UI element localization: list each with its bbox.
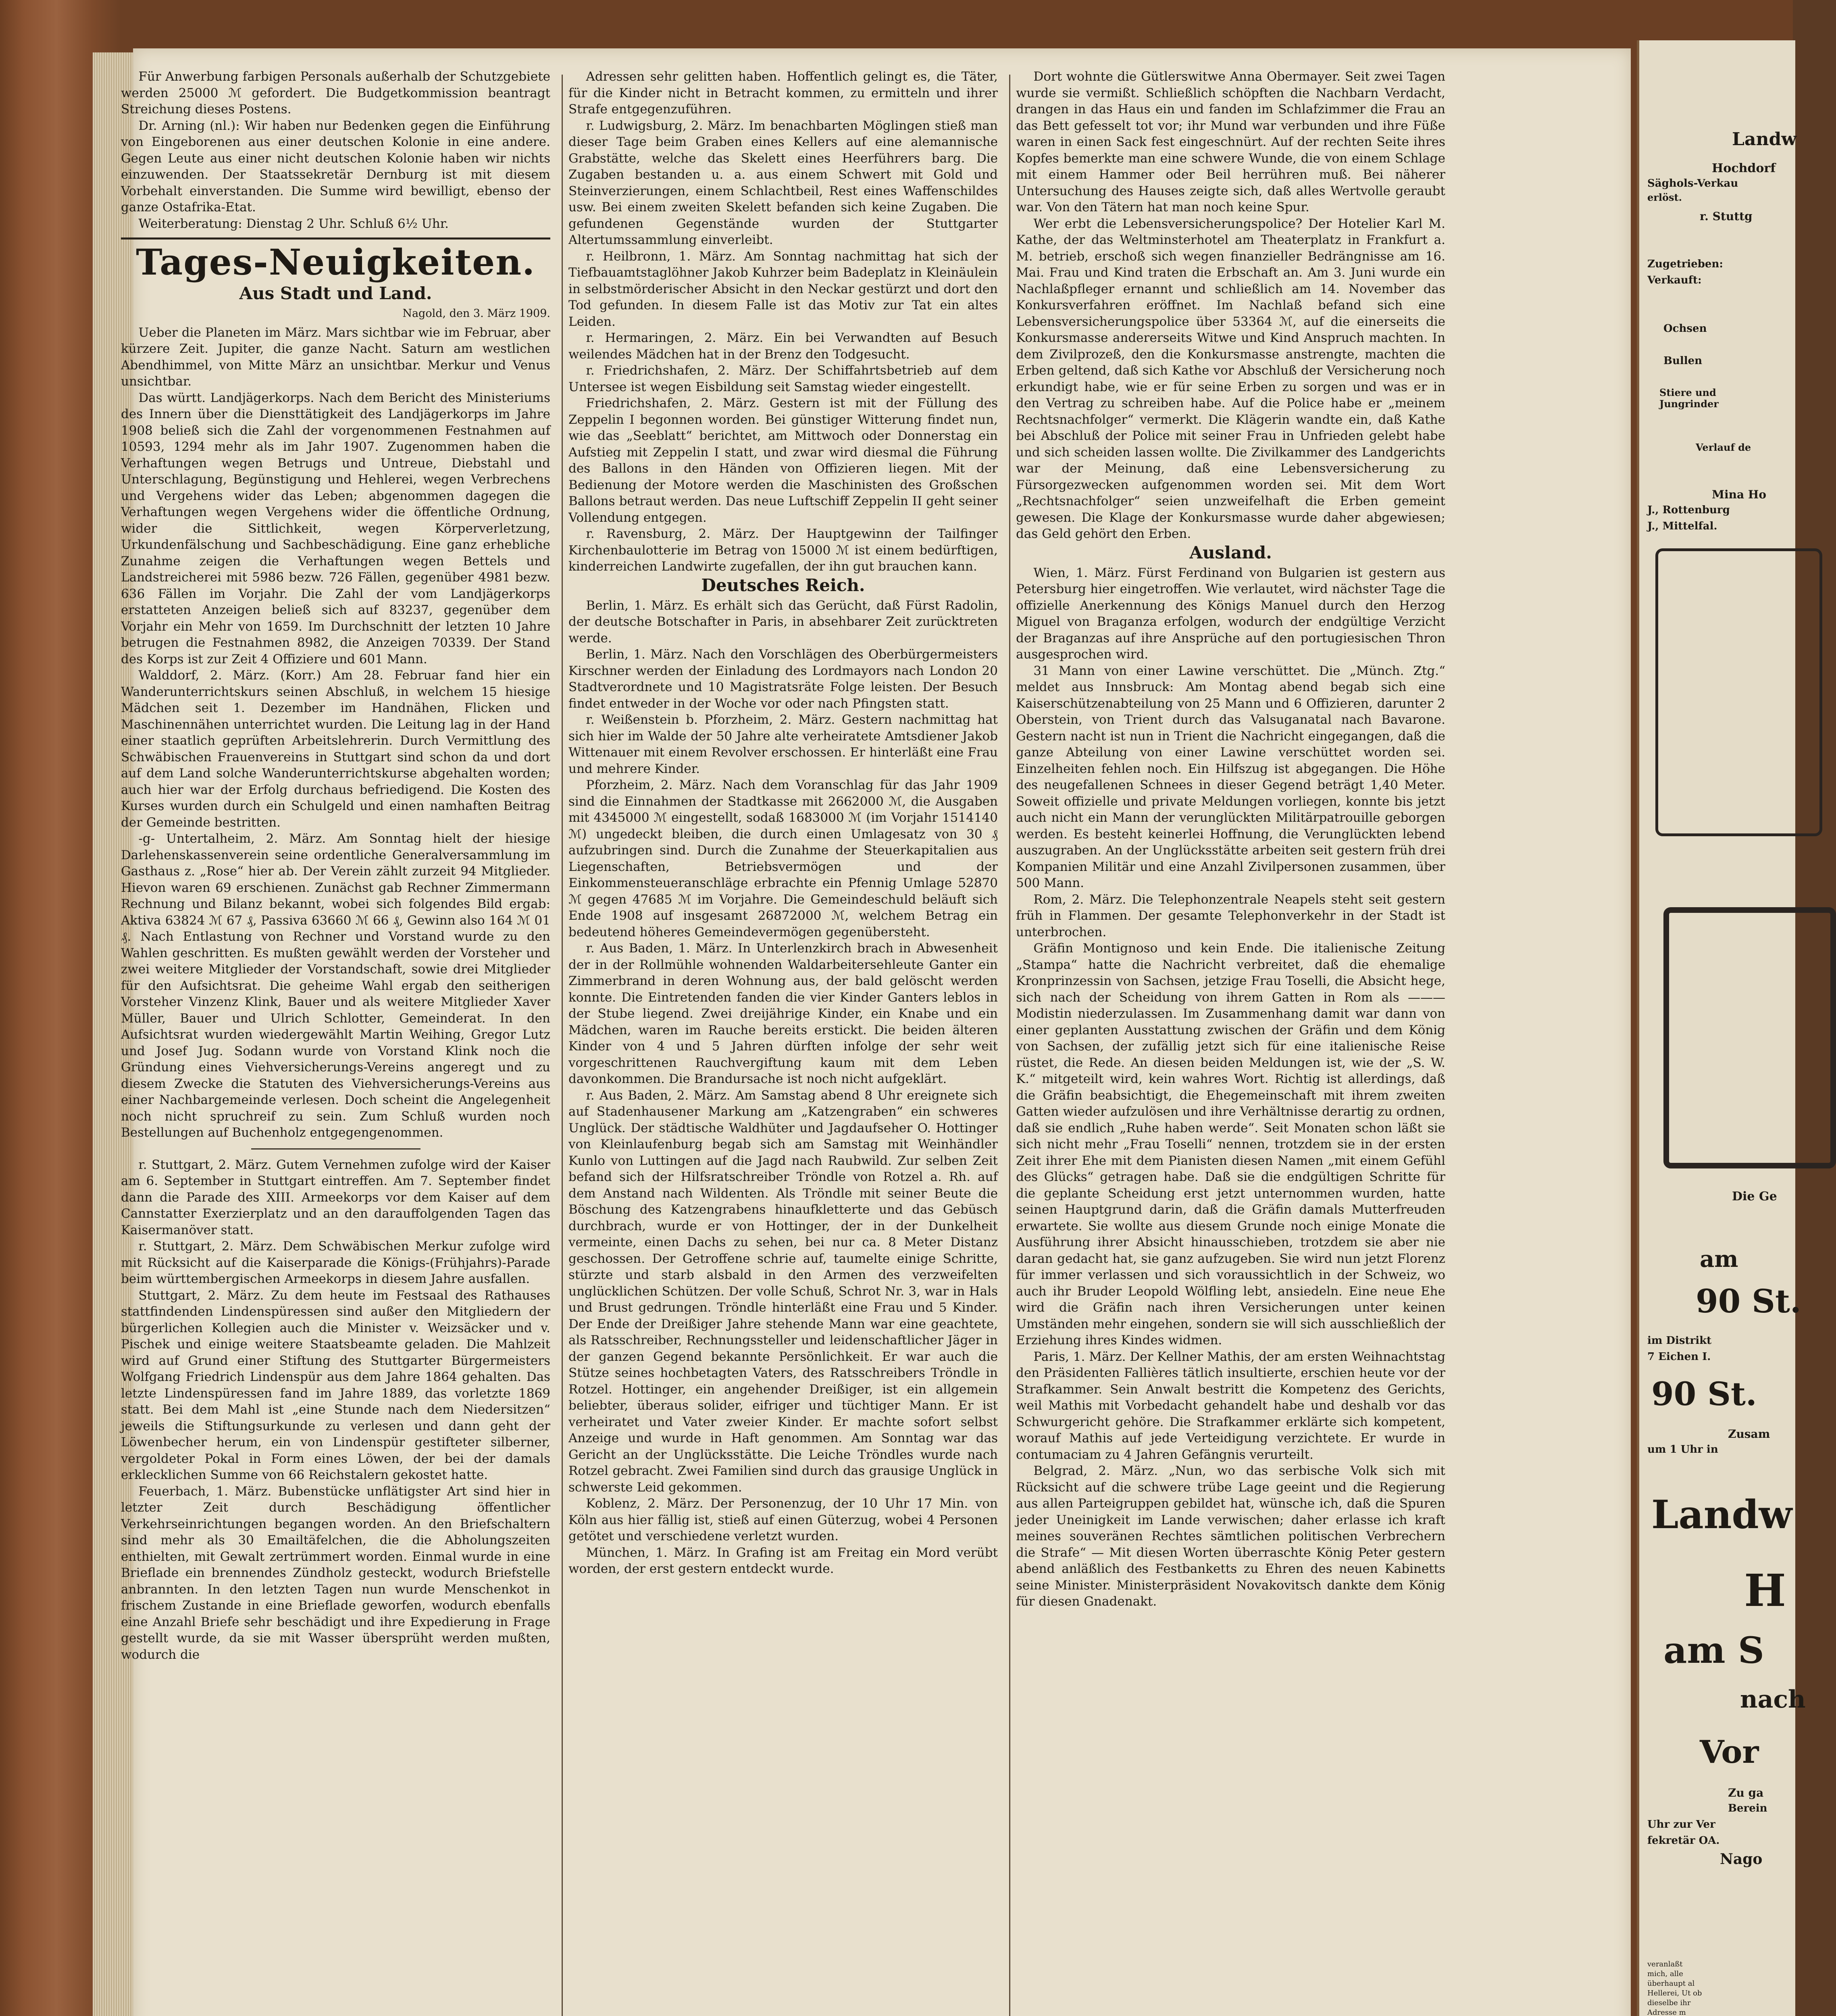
article-text: r. Friedrichshafen, 2. März. Der Schiffahrtsbetrieb auf dem Untersee ist wegen Eisbildung seit Samstag wieder eingestellt. [568, 363, 998, 394]
fragment: J., Mittelfal. [1647, 520, 1717, 532]
article-text: Für Anwerbung farbigen Personals außerhalb der Schutzgebiete werden 25000 ℳ gefordert. Die Budgetkommission beantragt Streichung dieses Postens. [121, 69, 550, 117]
article-text: München, 1. März. In Grafing ist am Freitag ein Mord verübt worden, der erst gestern entdeckt wurde. [568, 1545, 998, 1576]
article-text: r. Ludwigsburg, 2. März. Im benachbarten Möglingen stieß man dieser Tage beim Graben eines Kellers auf eine alemannische Grabstätte, welche das Skelett eines Heerführers barg. Die Zugaben bestanden u. a. aus einem Schwert mit Gold und Steinverzierungen, einem Schlachtbeil, Rest eines Waffenschildes usw. Bei einem zweiten Skelett befanden sich keine Zugaben. Die gefundenen Gegenstände wurden der Stuttgarter Altertumssammlung einverleibt. [568, 118, 998, 247]
section-heading: Deutsches Reich. [701, 575, 865, 595]
fragment: Landw [1651, 1492, 1792, 1537]
article-text: Rom, 2. März. Die Telephonzentrale Neapels steht seit gestern früh in Flammen. Der gesamte Telephonverkehr in der Stadt ist unterbrochen. [1016, 892, 1445, 939]
article-text: Wer erbt die Lebensversicherungspolice? Der Hotelier Karl M. Kathe, der das Weltminsterhotel am Theaterplatz in Frankfurt a. M. betrieb, erschoß sich wegen finanzieller Bedrängnisse am 16. Mai. Frau und Kind traten die Erbschaft an. Am 3. Juni wurde ein Nachlaßpfleger ernannt und schließlich am 14. November das Konkursverfahren eröffnet. Im Nachlaß befand sich eine Lebensversicherungspolice über 53364 ℳ, auf die einerseits die Konkursmasse andererseits Witwe und Kind Anspruch machten. In dem Zivilprozeß, den die Konkursmasse anstrengte, machten die Erben geltend, daß sich Kathe vor Abschluß der Versicherung noch erkundigt habe, wie er für seine Erben zu sorgen und was er in den Vertrag zu schreiben habe. Auf die Police habe er „meinem Rechtsnachfolger“ vermerkt. Die Klägerin wandte ein, daß Kathe bei Abschluß der Police mit seiner Frau in Unfrieden gelebt habe und sich scheiden lassen wollte. Die Zivilkammer des Landgerichts war der Meinung, daß eine Lebensversicherung zu Fürsorgezwecken aufgenommen worden sei. Mit dem Wort „Rechtsnachfolger“ seien unzweifelhaft die Erben gemeint gewesen. Die Klage der Konkursmasse wurde daher abgewiesen; das Geld gehört den Erben. [1016, 216, 1445, 541]
article-text: r. Ravensburg, 2. März. Der Hauptgewinn der Tailfinger Kirchenbaulotterie im Betrag von 15000 ℳ ist einem bedürftigen, kinderreichen Landwirte zugefallen, der ihn gut brauchen kann. [568, 527, 998, 574]
fragment: Verkauft: [1647, 274, 1702, 286]
fragment: Ochsen [1663, 323, 1707, 335]
article-text: Koblenz, 2. März. Der Personenzug, der 10 Uhr 17 Min. von Köln aus hier fällig ist, stieß auf einen Güterzug, wobei 4 Personen getötet und verschiedene verletzt wurden. [568, 1496, 998, 1543]
article-text: Berlin, 1. März. Nach den Vorschlägen des Oberbürgermeisters Kirschner werden der Einladung des Lordmayors nach London 20 Stadtverordnete und 10 Magistratsräte Folge leisten. Der Besuch findet entweder in der Woche vor oder nach Pfingsten statt. [568, 647, 998, 711]
fragment: nach [1740, 1685, 1806, 1714]
article-text: Paris, 1. März. Der Kellner Mathis, der am ersten Weihnachtstag den Präsidenten Fallières tätlich insultierte, erschien heute vor der Strafkammer. Sein Anwalt bestritt die Kompetenz des Gerichts, weil Mathis mit Vorbedacht gehandelt habe und deshalb vor das Schwurgericht gehöre. Die Strafkammer erklärte sich kompetent, worauf Mathis auf jede Verteidigung verzichtete. Er wurde in contumaciam zu 4 Jahren Gefängnis verurteilt. [1016, 1349, 1445, 1462]
adjacent-page [1637, 40, 1806, 2016]
fragment: Mina Ho [1712, 488, 1767, 501]
fragment: 90 St. [1696, 1282, 1801, 1320]
column-3 [1016, 69, 1445, 2016]
fragment: Hochdorf [1712, 161, 1776, 175]
section-heading: Ausland. [1189, 542, 1272, 562]
fragment: 7 Eichen I. [1647, 1351, 1711, 1363]
article-text: -g- Untertalheim, 2. März. Am Sonntag hielt der hiesige Darlehenskassenverein seine ordentliche Generalversammlung im Gasthaus z. „Rose“ hier ab. Der Verein zählt zurzeit 94 Mitglieder. Hievon waren 69 erschienen. Zunächst gab Rechner Zimmermann Rechnung und Bilanz bekannt, wobei sich folgendes Bild ergab: Aktiva 63824 ℳ 67 ₰, Passiva 63660 ℳ 66 ₰, Gewinn also 164 ℳ 01 ₰. Nach Entlastung von Rechner und Vorstand wurde zu den Wahlen geschritten. Es mußten gewählt werden der Vorsteher und zwei weitere Mitglieder der Vorstandschaft, sowie drei Mitglieder für den Aufsichtsrat. Die geheime Wahl ergab den seitherigen Vorsteher Vinzenz Klink, Bauer und als weitere Mitglieder Xaver Müller, Bauer und Ulrich Schlotter, Gemeinderat. In den Aufsichtsrat wurden wiedergewählt Martin Weihing, Gregor Lutz und Josef Jug. Sodann wurde von Vorstand Klink noch die Gründung eines Viehversicherungs-Vereins angeregt und zu diesem Zwecke die Statuten des Viehversicherungs-Vereins aus einer Nachbargemeinde verlesen. Doch scheint die Angelegenheit noch nicht spruchreif zu sein. Zum Schluß wurden noch Bestellungen auf Buchenholz entgegengenommen. [121, 831, 550, 1140]
fragment: im Distrikt [1647, 1335, 1712, 1347]
article-text: Stuttgart, 2. März. Zu dem heute im Festsaal des Rathauses stattfindenden Lindenspüressen sind außer den Mitgliedern der bürgerlichen Kollegien auch die Minister v. Weizsäcker und v. Pischek und einige weitere Staatsbeamte geladen. Die Mahlzeit wird auf Grund einer Stiftung des Stuttgarter Bürgermeisters Wolfgang Friedrich Lindenspür aus dem Jahre 1864 gehalten. Das letzte Lindenspüressen fand im Jahre 1889, das vorletzte 1869 statt. Bei dem Mahl ist „eine Stunde nach dem Niedersitzen“ jeweils die Stiftungsurkunde zu verlesen und dann geht der Löwenbecher herum, ein von Lindenspür gestifteter silberner, vergoldeter Pokal in Form eines Löwen, der bei der damals erklecklichen Summe von 66 Reichstalern gekostet hatte. [121, 1288, 550, 1482]
fragment: Bullen [1663, 355, 1703, 367]
article-text: r. Stuttgart, 2. März. Dem Schwäbischen Merkur zufolge wird mit Rücksicht auf die Kaiserparade die Königs-(Frühjahrs)-Parade beim württembergischen Armeekorps in diesem Jahre ausfallen. [121, 1239, 550, 1286]
article-text: Feuerbach, 1. März. Bubenstücke unflätigster Art sind hier in letzter Zeit durch Beschädigung öffentlicher Verkehrseinrichtungen begangen worden. An den Briefschaltern sind mehr als 30 Emailtäfelchen, die die Abholungszeiten enthielten, mit Gewalt zertrümmert worden. Einmal wurde in eine Brieflade ein brennendes Zündholz gesteckt, wodurch Briefstelle anbrannten. In den letzten Tagen nun wurde Menschenkot in frischem Zustande in eine Brieflade geworfen, wodurch ebenfalls eine Anzahl Briefe sehr beschädigt und ihre Expedierung in Frage gestellt wurde, da sie mit Wasser übersprüht werden mußten, wodurch die [121, 1484, 550, 1662]
dateline: Nagold, den 3. März 1909. [402, 307, 550, 320]
article-text: 31 Mann von einer Lawine verschüttet. Die „Münch. Ztg.“ meldet aus Innsbruck: Am Montag abend begab sich eine Kaiserschützenabteilung von 25 Mann und 6 Offizieren, darunter 2 Oberstein, von Trient durch das Valsuganatal nach Bavarone. Gestern nacht ist nun in Trient die Nachricht eingegangen, daß die ganze Abteilung von einer Lawine verschüttet worden sei. Einzelheiten fehlen noch. Ein Hilfszug ist abgegangen. Die Höhe des neugefallenen Schnees in dieser Gegend beträgt 1,40 Meter. Soweit offizielle und private Meldungen vorliegen, konnte bis jetzt auch nicht ein Mann der verunglückten Militärpatrouille geborgen werden. Es besteht keinerlei Hoffnung, die Verunglückten lebend auszugraben. An der Unglücksstätte arbeiten seit gestern früh drei Kompanien Militär und eine Anzahl Zivilpersonen zusammen, über 500 Mann. [1016, 663, 1445, 890]
article-text: r. Aus Baden, 1. März. In Unterlenzkirch brach in Abwesenheit der in der Rollmühle wohnenden Waldarbeitersehleute Ganter ein Zimmerbrand in deren Wohnung aus, der bald gelöscht werden konnte. Die Eintretenden fanden die vier Kinder Ganters leblos in der Stube liegend. Zwei dreijährige Kinder, ein Knabe und ein Mädchen, waren im Rauche bereits erstickt. Die beiden älteren Kinder von 4 und 5 Jahren dürften infolge der sehr weit vorgeschrittenen Rauchvergiftung kaum mit dem Leben davonkommen. Die Brandursache ist noch nicht aufgeklärt. [568, 941, 998, 1086]
fragment: J., Rottenburg [1647, 504, 1730, 516]
article-text: r. Aus Baden, 2. März. Am Samstag abend 8 Uhr ereignete sich auf Stadenhausener Markung am „Katzengraben“ ein schweres Unglück. Der städtische Waldhüter und Jagdaufseher O. Hottinger von Kleinlaufenburg begab sich am Samstag mit Weinhändler Kunlo von Luttingen auf die Jagd nach Raubwild. Zur selben Zeit befand sich der Hilfsratschreiber Tröndle von Rotzel a. Rh. auf dem Anstand nach Wildenten. Als Tröndle mit seiner Beute die Böschung des Katzengrabens hinaufkletterte und das Gebüsch durchbrach, wurde er von Hottinger, der in der Dunkelheit vermeinte, einen Dachs zu sehen, bei nur ca. 8 Meter Distanz geschossen. Der Getroffene schrie auf, taumelte einige Schritte, stürzte und starb alsbald in den Armen des verzweifelten unglücklichen Schützen. Der volle Schuß, Schrot Nr. 3, war in Hals und Brust gedrungen. Tröndle hinterläßt eine Frau und 5 Kinder. Der Ende der Dreißiger Jahre stehende Mann war eine geachtete, als Ratsschreiber, Rechnungssteller und leidenschaftlicher Jäger in der ganzen Gegend bekannte Persönlichkeit. Er war auch die Stütze seines hochbetagten Vaters, des Ratsschreibers Tröndle in Rotzel. Hottinger, ein angehender Dreißiger, ist ein allgemein beliebter, überaus solider, eifriger und tüchtiger Mann. Er ist verheiratet und Vater zweier Kinder. Er machte sofort selbst Anzeige und wurde in Haft genommen. Am Sonntag war das Gericht an der Unglücksstätte. Die Leiche Tröndles wurde nach Rotzel gebracht. Zwei Familien sind durch das grausige Unglück in schwerste Leid gekommen. [568, 1088, 998, 1495]
fragment: r. Stuttg [1700, 210, 1753, 223]
fragment: H [1744, 1564, 1786, 1616]
fragment: Vor [1700, 1734, 1759, 1770]
ad-box [1663, 907, 1836, 1168]
article-text: Wien, 1. März. Fürst Ferdinand von Bulgarien ist gestern aus Petersburg hier eingetroffen. Wie verlautet, wird nächster Tage die offizielle Anerkennung des Königs Manuel durch den Herzog Miguel von Braganza erfolgen, wodurch der endgültige Verzicht der Braganzas auf ihre Ansprüche auf den portugiesischen Thron ausgesprochen wird. [1016, 565, 1445, 662]
article-text: r. Hermaringen, 2. März. Ein bei Verwandten auf Besuch weilendes Mädchen hat in der Brenz den Todgesucht. [568, 331, 998, 362]
article-text: Gräfin Montignoso und kein Ende. Die italienische Zeitung „Stampa“ hatte die Nachricht verbreitet, daß die ehemalige Kronprinzessin von Sachsen, jetzige Frau Toselli, die Absicht hege, sich nach der Scheidung von ihrem Gatten in Rom als ——— Modistin niederzulassen. Im Zusammenhang damit war dann von einer geplanten Ausstattung zwischen der Gräfin und dem König von Sachsen, der zufällig jetzt sich für eine italienische Reise rüstet, die Rede. An diesen beiden Meldungen ist, wie der „S. W. K.“ mitgeteilt wird, kein wahres Wort. Richtig ist allerdings, daß die Gräfin beabsichtigt, die Ehegemeinschaft mit ihrem zweiten Gatten wieder aufzulösen und ihre Verhältnisse derartig zu ordnen, daß sie endlich „Ruhe haben werde“. Seit Monaten schon läßt sie sich nicht mehr „Frau Toselli“ nennen, trotzdem sie in der ersten Zeit ihrer Ehe mit dem Pianisten diesen Namen „mit einem Gefühl des Glücks“ getragen habe. Daß sie die endgültigen Schritte für die geplante Scheidung erst jetzt unternommen wurden, hatte seinen Hauptgrund darin, daß die Gräfin damals Mutterfreuden erwartete. Sie wollte aus diesem Grunde noch einige Monate die Ausführung ihrer Absicht hinausschieben, trotzdem sie aber nie daran gedacht hat, sie ganz aufzugeben. Sie wird nun jetzt Florenz für immer verlassen und sich voraussichtlich in der Schweiz, wo auch ihr Bruder Leopold Wölfling lebt, ansiedeln. Eine neue Ehe wird die Gräfin nach ihren Versicherungen unter keinen Umständen mehr eingehen, sondern sie will sich ausschließlich der Erziehung ihres Kindes widmen. [1016, 941, 1445, 1347]
article-text: Pforzheim, 2. März. Nach dem Voranschlag für das Jahr 1909 sind die Einnahmen der Stadtkasse mit 2662000 ℳ, die Ausgaben mit 4345000 ℳ eingestellt, sodaß 1683000 ℳ (im Vorjahr 1514140 ℳ) ungedeckt bleiben, die durch einen Umlagesatz von 30 ₰ aufzubringen sind. Durch die Zunahme der Steuerkapitalien aus Liegenschaften, Betriebsvermögen und der Einkommensteueranschläge erbrachte ein Pfennig Umlage 52870 ℳ gegen 47685 ℳ im Vorjahre. Die Gemeindeschuld beläuft sich Ende 1908 auf insgesamt 26872000 ℳ, welchem Betrag ein bedeutend höheres Gemeindevermögen gegenübersteht. [568, 778, 998, 939]
fragment: 90 St. [1651, 1375, 1757, 1413]
fragment: Stiere und Jungrinder [1659, 387, 1719, 410]
column-1 [121, 69, 550, 2016]
fragment: Landw [1732, 129, 1797, 150]
article-text: Weiterberatung: Dienstag 2 Uhr. Schluß 6½ Uhr. [138, 216, 449, 231]
article-text: r. Weißenstein b. Pforzheim, 2. März. Gestern nachmittag hat sich hier im Walde der 50 Jahre alte verheiratete Amtsdiener Jakob Wittenauer mit einem Revolver erschossen. Er hinterläßt eine Frau und mehrere Kinder. [568, 712, 998, 776]
article-text: Adressen sehr gelitten haben. Hoffentlich gelingt es, die Täter, für die Kinder nicht in Betracht kommen, zu ermitteln und ihrer Strafe entgegenzuführen. [568, 69, 998, 117]
column-2 [568, 69, 998, 2016]
fragment: Zusam [1728, 1427, 1770, 1441]
fragment: veranlaßt mich, alle überhaupt al Hellerei, Ut ob dieselbe ihr Adresse m [1647, 1960, 1702, 2016]
fragment: erlöst. [1647, 192, 1682, 203]
separator [251, 1148, 420, 1150]
article-text: Friedrichshafen, 2. März. Gestern ist mit der Füllung des Zeppelin I begonnen worden. Bei günstiger Witterung findet nun, wie das „Seeblatt“ berichtet, am Mittwoch oder Donnerstag ein Aufstieg mit Zeppelin I statt, und zwar wird diesmal die Führung des Ballons in den Händen von Offizieren liegen. Mit der Bedienung der Motore werden die Maschinisten des Großschen Ballons betraut werden. Das neue Luftschiff Zeppelin II geht seiner Vollendung entgegen. [568, 396, 998, 525]
column-rule [1009, 75, 1010, 2016]
fragment: Zugetrieben: [1647, 258, 1723, 270]
fragment: Nago [1720, 1851, 1763, 1868]
article-text: r. Stuttgart, 2. März. Gutem Vernehmen zufolge wird der Kaiser am 6. September in Stuttgart eintreffen. Am 7. September findet dann die Parade des XIII. Armeekorps vor dem Kaiser auf dem Cannstatter Exerzierplatz und an den darauffolgenden Tagen das Kaisermanöver statt. [121, 1157, 550, 1237]
section-subheading: Aus Stadt und Land. [239, 283, 432, 303]
fragment: Uhr zur Ver [1647, 1818, 1715, 1831]
article-text: Das württ. Landjägerkorps. Nach dem Bericht des Ministeriums des Innern über die Diensttätigkeit des Landjägerkorps im Jahre 1908 beließ sich die Zahl der vorgenommenen Festnahmen auf 10593, 1294 mehr als im Jahr 1907. Zugenommen haben die Verhaftungen wegen Betrugs und Untreue, Diebstahl und Unterschlagung, Begünstigung und Hehlerei, wegen Verbrechens und Vergehens wider das Leben; abgenommen dagegen die Verhaftungen wegen Vergehens wider die öffentliche Ordnung, wider die Sittlichkeit, wegen Körperverletzung, Urkundenfälschung und Sachbeschädigung. Eine ganz erhebliche Zunahme zeigen die Verhaftungen wegen Bettels und Landstreicherei mit 5986 bezw. 726 Fällen, gegenüber 4981 bezw. 636 Fällen im Vorjahr. Die Zahl der vom Landjägerkorps erstatteten Anzeigen beließ sich auf 83237, gegenüber dem Vorjahr ein Mehr von 1659. Im Durchschnitt der letzten 10 Jahre betrugen die Festnahmen 8982, die Anzeigen 70339. Der Stand des Korps ist zur Zeit 4 Offiziere und 601 Mann. [121, 390, 550, 666]
fragment: Säghols-Verkau [1647, 177, 1738, 190]
article-text: Berlin, 1. März. Es erhält sich das Gerücht, daß Fürst Radolin, der deutsche Botschafter in Paris, in absehbarer Zeit zurücktreten werde. [568, 598, 998, 646]
fragment: Zu ga [1728, 1786, 1764, 1799]
fragment: am S [1663, 1629, 1764, 1672]
column-rule [562, 75, 563, 2016]
article-text: Ueber die Planeten im März. Mars sichtbar wie im Februar, aber kürzere Zeit. Jupiter, die ganze Nacht. Saturn am westlichen Abendhimmel, von Mitte März an unsichtbar. Merkur und Venus unsichtbar. [121, 325, 550, 389]
article-text: Dr. Arning (nl.): Wir haben nur Bedenken gegen die Einführung von Eingeborenen aus einer deutschen Kolonie in eine andere. Gegen Leute aus einer nicht deutschen Kolonie haben wir nichts einzuwenden. Der Staatssekretär Dernburg ist mit diesem Vorbehalt einverstanden. Die Summe wird bewilligt, ebenso der ganze Ostafrika-Etat. [121, 118, 550, 215]
fragment: um 1 Uhr in [1647, 1443, 1718, 1456]
fragment: Verlauf de [1696, 442, 1751, 453]
ad-box [1655, 548, 1822, 836]
fragment: am [1700, 1246, 1738, 1272]
section-heading: Tages-Neuigkeiten. [121, 237, 550, 282]
fragment: Die Ge [1732, 1189, 1777, 1204]
fragment: fekretär OA. [1647, 1835, 1720, 1847]
article-text: Dort wohnte die Gütlerswitwe Anna Obermayer. Seit zwei Tagen wurde sie vermißt. Schließlich schöpften die Nachbarn Verdacht, drangen in das Haus ein und fanden im Schlafzimmer die Frau an das Bett gefesselt tot vor; ihr Mund war verbunden und ihre Füße waren in einen Sack fest eingeschnürt. Auf der rechten Seite ihres Kopfes bemerkte man eine schwere Wunde, die von einem Schlage mit einem Hammer oder Beil herrühren muß. Bei näherer Untersuchung des Hauses zeigte sich, daß alles Wertvolle geraubt war. Von den Tätern hat man noch keine Spur. [1016, 69, 1445, 215]
article-text: Belgrad, 2. März. „Nun, wo das serbische Volk sich mit Rücksicht auf die schwere trübe Lage geeint und die Regierung aus allen Parteigruppen gebildet hat, wünsche ich, daß die Spuren jeder Uneinigkeit im Lande verwischen; daher erlasse ich kraft meines souveränen Rechtes sämtlichen politischen Verbrechern die Strafe“ — Mit diesen Worten überraschte König Peter gestern abend anläßlich des Festbanketts zu Ehren des neuen Kabinetts seine Minister. Ministerpräsident Novakovitsch dankte dem König für diesen Gnadenakt. [1016, 1464, 1445, 1609]
article-text: r. Heilbronn, 1. März. Am Sonntag nachmittag hat sich der Tiefbauamtstaglöhner Jakob Kuhrzer beim Badeplatz in Kleinäulein in selbstmörderischer Absicht in den Neckar gestürzt und dort den Tod gefunden. In diesem Falle ist das Motiv zur Tat ein altes Leiden. [568, 249, 998, 329]
article-text: Walddorf, 2. März. (Korr.) Am 28. Februar fand hier ein Wanderunterrichtskurs seinen Abschluß, in welchem 15 hiesige Mädchen seit 1. Dezember im Handnähen, Flicken und Maschinennähen unterrichtet wurden. Die Leitung lag in der Hand einer staatlich geprüften Arbeitslehrerin. Durch Vermittlung des Schwäbischen Frauenvereins in Stuttgart sind schon da und dort auf dem Land solche Wanderunterrichtskurse abgehalten worden; auch hier war der Erfolg durchaus befriedigend. Die Kosten des Kurses wurden durch ein Schulgeld und einen namhaften Beitrag der Gemeinde bestritten. [121, 668, 550, 830]
fragment: Berein [1728, 1802, 1767, 1814]
